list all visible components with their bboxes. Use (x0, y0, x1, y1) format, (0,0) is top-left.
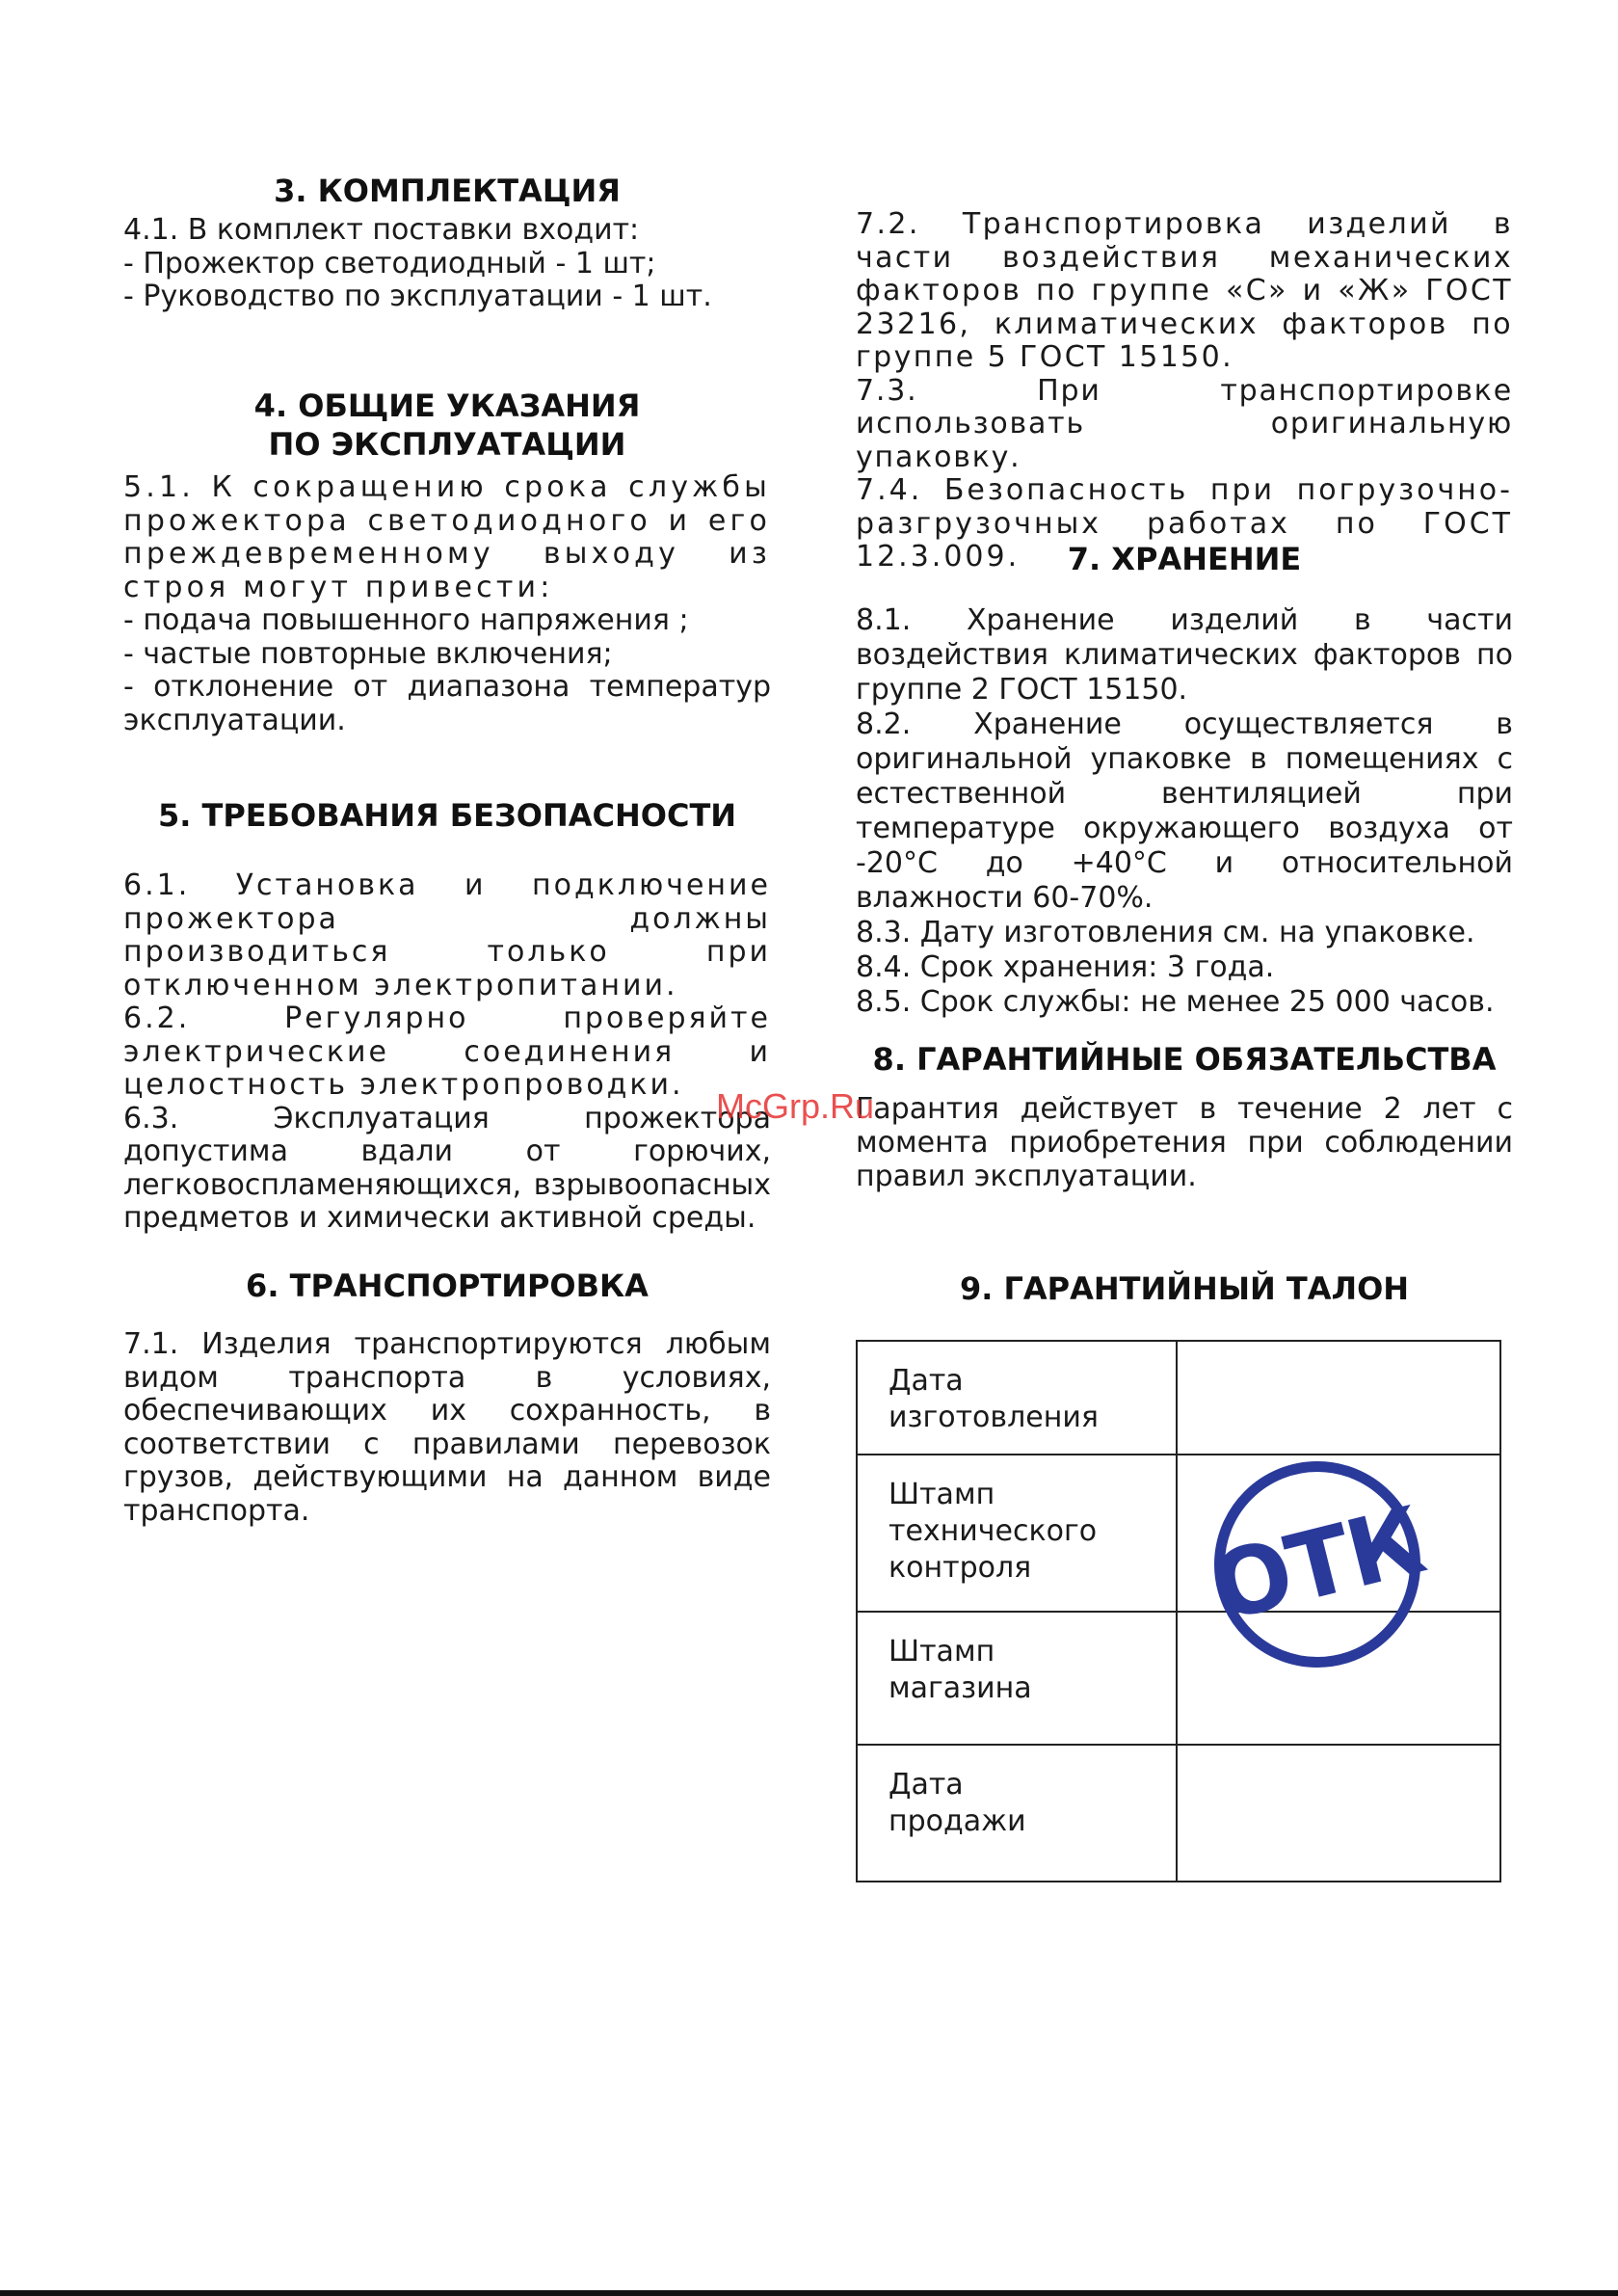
s7-p1: 8.1. Хранение изделий в части воздействия климатических факторов по группе 2 ГОСТ 15150. (856, 603, 1513, 707)
s5-p1: 6.1. Установка и подключение прожектора должны производиться только при отключенном электропитании. (123, 868, 771, 1002)
section-4-title-line-1: 4. ОБЩИЕ УКАЗАНИЯ (253, 387, 641, 424)
watermark: McGrp.Ru (716, 1086, 875, 1126)
s6-p1: 7.1. Изделия транспортируются любым видом транспорта в условиях, обеспечивающих их сохранность, в соответствии с правилами перевозок грузов, действующими на данном виде транспорта. (123, 1327, 771, 1528)
s7-p3: 8.3. Дату изготовления см. на упаковке. (856, 916, 1475, 949)
section-3-title: 3. КОМПЛЕКТАЦИЯ (274, 173, 621, 209)
table-row (857, 1455, 1500, 1612)
section-5-title: 5. ТРЕБОВАНИЯ БЕЗОПАСНОСТИ (157, 797, 737, 834)
s3-line-1: 4.1. В комплект поставки входит: (123, 213, 640, 247)
s4-item-1: - подача повышенного напряжения ; (123, 603, 689, 637)
s7-p5: 8.5. Срок службы: не менее 25 000 часов. (856, 985, 1495, 1019)
s6-p4: 7.4. Безопасность при погрузочно-разгрузочных работах по ГОСТ 12.3.009. (856, 473, 1513, 574)
otk-stamp-text: ОТК (1201, 1486, 1434, 1642)
section-7 (856, 540, 1513, 1020)
table-row (857, 1612, 1500, 1745)
row-value-manufacture-date (1177, 1341, 1500, 1455)
s3-line-3: - Руководство по эксплуатации - 1 шт. (123, 280, 712, 313)
row-label-technical-control-stamp: Штамп технического контроля (857, 1455, 1177, 1612)
s7-p2: 8.2. Хранение осуществляется в оригинальной упаковке в помещениях с естественной вентиляцией при температуре окружающего воздуха от -20°С до +40°С и относительной влажности 60-70%. (856, 707, 1513, 915)
section-9 (856, 1269, 1513, 1308)
section-4-title-line-2: ПО ЭКСПЛУАТАЦИИ (268, 426, 626, 463)
section-7-title: 7. ХРАНЕНИЕ (1067, 541, 1302, 577)
section-8 (856, 1040, 1513, 1193)
section-8-title: 8. ГАРАНТИЙНЫЕ ОБЯЗАТЕЛЬСТВА (872, 1041, 1497, 1078)
section-9-title: 9. ГАРАНТИЙНЫЙ ТАЛОН (959, 1270, 1410, 1307)
table-row (857, 1341, 1500, 1455)
s4-item-3: - отклонение от диапазона температур эксплуатации. (123, 670, 771, 737)
s5-p3: 6.3. Эксплуатация прожектора допустима вдали от горючих, легковоспламеняющихся, взрывоопасных предметов и химически активной среды. (123, 1101, 771, 1235)
s8-p1: Гарантия действует в течение 2 лет с момента приобретения при соблюдении правил эксплуатации. (856, 1092, 1513, 1193)
row-label-sale-date: Дата продажи (857, 1745, 1177, 1882)
left-column (123, 172, 771, 314)
section-5 (123, 796, 771, 1236)
s3-line-2: - Прожектор светодиодный - 1 шт; (123, 246, 656, 280)
s4-paragraph: 5.1. К сокращению срока службы прожектора светодиодного и его преждевременному выходу из строя могут привести: (123, 470, 771, 604)
warranty-card-table (856, 1340, 1501, 1882)
bottom-rule (0, 2290, 1618, 2296)
s5-p2: 6.2. Регулярно проверяйте электрические соединения и целостность электропроводки. (123, 1001, 771, 1102)
section-6-continued (856, 208, 1513, 574)
s6-p3: 7.3. При транспортировке использовать оригинальную упаковку. (856, 373, 1513, 474)
s4-item-2: - частые повторные включения; (123, 636, 613, 671)
section-4 (123, 387, 771, 737)
row-label-manufacture-date: Дата изготовления (857, 1341, 1177, 1455)
row-value-sale-date (1177, 1745, 1500, 1882)
row-value-shop-stamp (1177, 1612, 1500, 1745)
s7-p4: 8.4. Срок хранения: 3 года. (856, 950, 1275, 984)
s6-p2: 7.2. Транспортировка изделий в части воздействия механических факторов по группе «С» и «Ж» ГОСТ 23216, климатических факторов по группе 5 ГОСТ 15150. (856, 207, 1513, 374)
table-row (857, 1745, 1500, 1882)
section-6-title: 6. ТРАНСПОРТИРОВКА (246, 1268, 649, 1304)
row-label-shop-stamp: Штамп магазина (857, 1612, 1177, 1745)
section-6 (123, 1267, 771, 1528)
row-value-technical-control-stamp (1177, 1455, 1500, 1642)
